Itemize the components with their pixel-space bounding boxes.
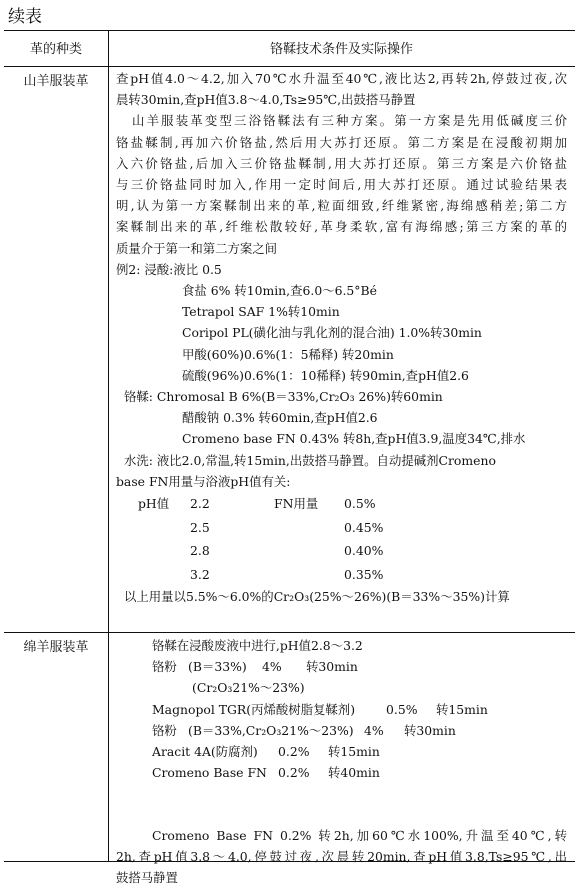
step-amount: 0.5% xyxy=(386,701,418,717)
header-tanning-conditions: 铬鞣技术条件及实际操作 xyxy=(269,42,413,57)
step-amount: 4% xyxy=(262,659,282,675)
tanning-step: 醋酸钠 0.3% 转60min,查pH值2.6 xyxy=(182,410,378,426)
ph-row xyxy=(138,516,567,540)
ph-value: 3.2 xyxy=(190,566,210,582)
ph-dosage-table xyxy=(116,492,567,586)
header-leather-type: 革的种类 xyxy=(29,42,82,57)
washing-line: base FN用量与浴液pH值有关: xyxy=(116,473,291,489)
fn-dosage: 0.40% xyxy=(344,543,384,559)
ph-row xyxy=(138,492,567,516)
pickling-step: 硫酸(96%)0.6%(1：10稀释) 转90min,查pH值2.6 xyxy=(182,367,469,383)
step-amount: 0.2% xyxy=(278,744,310,760)
text-line: 与三价铬盐同时加入,作用一定时间后,用大苏打还原。通过试验结果表 xyxy=(116,177,567,193)
cromeno-step xyxy=(152,762,567,783)
text-line: 案鞣制出来的革,纤维松散较好,革身柔软,富有海绵感;第三方案的革的 xyxy=(116,219,567,235)
step-spec: (B＝33%) xyxy=(188,659,247,675)
goat-para1 xyxy=(116,68,567,110)
fn-label xyxy=(274,563,344,587)
step-time: 转30min xyxy=(306,659,358,675)
step-name: Cromeno Base FN xyxy=(152,765,267,781)
sheep-intro: 铬鞣在浸酸废液中进行,pH值2.8～3.2 xyxy=(152,638,363,653)
chrome-powder-sub: (Cr₂O₃21%～23%) xyxy=(192,680,305,696)
aracit-step xyxy=(152,741,567,762)
ph-value: 2.8 xyxy=(190,543,210,559)
fn-dosage: 0.5% xyxy=(344,496,376,512)
column-divider xyxy=(108,31,109,861)
chrome-powder-step xyxy=(152,656,567,677)
text-line: 铬盐鞣制,再加六价铬盐,然后用大苏打还原。第二方案是在浸酸初期加 xyxy=(116,134,567,150)
step-name: 铬粉 xyxy=(152,722,177,738)
ph-row xyxy=(138,563,567,587)
row-sheep-kind: 绵羊服装革 xyxy=(23,640,89,655)
washing-line: 水洗: 液比2.0,常温,转15min,出鼓搭马静置。自动提碱剂Cromeno xyxy=(124,452,496,468)
step-name: Aracit 4A(防腐剂) xyxy=(152,744,258,760)
ph-label xyxy=(138,539,190,563)
step-amount: 0.2% xyxy=(278,765,310,781)
step-time: 转30min xyxy=(404,722,456,738)
text-line: Cromeno Base FN 0.2% 转2h,加60℃水100%,升温至40℃,转 xyxy=(152,828,567,843)
pickling-step: 甲酸(60%)0.6%(1：5稀释) 转20min xyxy=(182,346,394,362)
tanning-step: Cromeno base FN 0.43% 转8h,查pH值3.9,温度34℃,排水 xyxy=(182,431,526,447)
step-name: Magnopol TGR(丙烯酸树脂复鞣剂) xyxy=(152,701,356,717)
chrome-powder-step-2 xyxy=(152,720,567,741)
step-time: 转40min xyxy=(328,765,380,781)
pickling-step: Coripol PL(磺化油与乳化剂的混合油) 1.0%转30min xyxy=(182,325,482,341)
step-name: 铬粉 xyxy=(152,659,177,675)
fn-dosage: 0.45% xyxy=(344,519,384,535)
text-line: 2h,查pH值3.8～4.0,停鼓过夜,次晨转20min,查pH值3.8,Ts≥95℃,出 xyxy=(116,849,567,865)
header-divider xyxy=(4,66,575,67)
fn-dosage: 0.35% xyxy=(344,566,384,582)
chrome-tanning-table xyxy=(4,30,575,886)
row-sheep-content xyxy=(152,635,567,783)
fn-label: FN用量 xyxy=(274,496,319,512)
ph-label xyxy=(138,516,190,540)
step-spec: (B＝33%,Cr₂O₃21%～23%) xyxy=(188,722,354,738)
ph-label: pH值 xyxy=(138,496,170,512)
continued-label: 续表 xyxy=(8,7,42,27)
text-line: 查pH值4.0～4.2,加入70℃水升温至40℃,液比达2,再转2h,停鼓过夜,次 xyxy=(116,71,567,86)
ph-row xyxy=(138,539,567,563)
text-line: 鼓搭马静置 xyxy=(116,870,178,886)
magnopol-step xyxy=(152,699,567,720)
fn-label xyxy=(274,516,344,540)
text-line: 晨转30min,查pH值3.8～4.0,Ts≥95℃,出鼓搭马静置 xyxy=(116,92,416,108)
text-line: 山羊服装革变型三浴铬鞣法有三种方案。第一方案是先用低碱度三价 xyxy=(132,113,567,129)
example2-pickling-label: 例2: 浸酸:液比 0.5 xyxy=(116,261,222,277)
step-time: 转15min xyxy=(436,701,488,717)
tanning-label: 铬鞣: Chromosal B 6%(B＝33%,Cr₂O₃ 26%)转60min xyxy=(124,389,443,405)
text-line: 明,认为第一方案鞣制出来的革,粒面细致,纤维紧密,海绵感稍差;第二方 xyxy=(116,198,567,214)
row-divider xyxy=(4,632,575,633)
step-time: 转15min xyxy=(328,744,380,760)
row-goat-content xyxy=(116,68,567,608)
fn-label xyxy=(274,539,344,563)
pickling-step: 食盐 6% 转10min,查6.0～6.5°Bé xyxy=(182,283,377,299)
pickling-step: Tetrapol SAF 1%转10min xyxy=(182,304,340,320)
goat-para2 xyxy=(116,110,567,258)
row-goat-kind: 山羊服装革 xyxy=(23,74,89,89)
ph-label xyxy=(138,563,190,587)
step-amount: 4% xyxy=(364,722,384,738)
text-line: 质量介于第一和第二方案之间 xyxy=(116,240,278,256)
text-line: 入六价铬盐,后加入三价铬盐鞣制,用大苏打还原。第三方案是六价铬盐 xyxy=(116,155,567,171)
ph-value: 2.2 xyxy=(190,496,210,512)
calculation-note: 以上用量以5.5%～6.0%的Cr₂O₃(25%～26%)(B＝33%～35%)计算 xyxy=(124,589,510,605)
sheep-final-step xyxy=(116,825,567,889)
ph-value: 2.5 xyxy=(190,519,210,535)
